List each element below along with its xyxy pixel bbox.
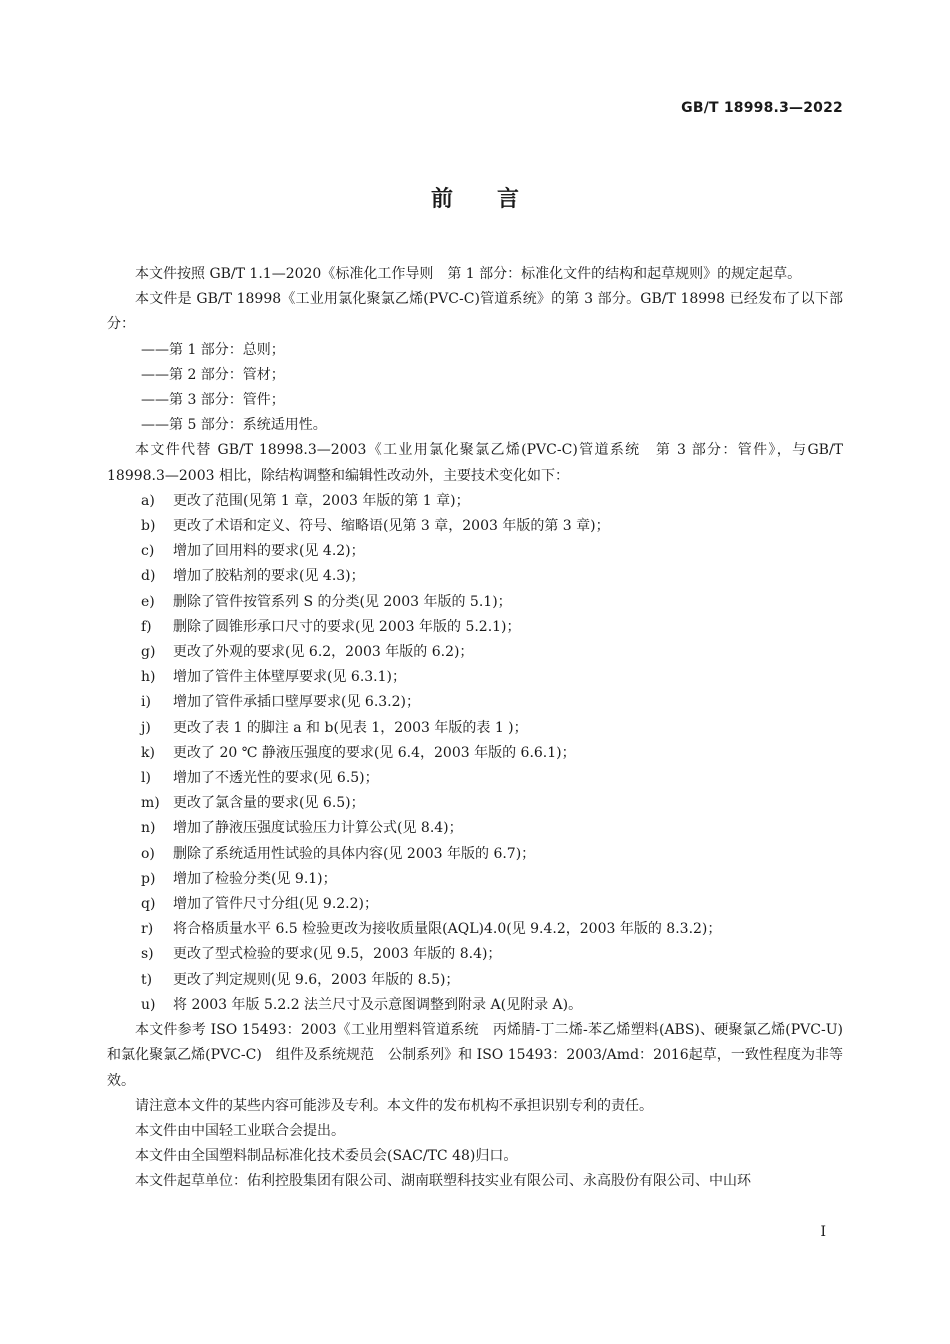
change-marker: m) (141, 795, 160, 812)
change-text: 将合格质量水平 6.5 检验更改为接收质量限(AQL)4.0(见 9.4.2，2003 年版的 8.3.2)； (173, 921, 722, 938)
change-item (107, 539, 843, 564)
page-title: 前 言 (430, 187, 519, 212)
change-text: 增加了检验分类(见 9.1)； (173, 870, 337, 887)
change-marker: g) (141, 644, 156, 661)
change-marker: t) (141, 971, 153, 988)
committee-paragraph: 本文件由全国塑料制品标准化技术委员会(SAC/TC 48)归口。 (135, 1148, 518, 1165)
change-item (107, 917, 843, 942)
change-marker: a) (141, 492, 155, 509)
change-text: 更改了判定规则(见 9.6，2003 年版的 8.5)； (173, 971, 460, 988)
change-text: 增加了不透光性的要求(见 6.5)； (173, 770, 379, 787)
change-item (107, 968, 843, 993)
change-text: 增加了管件尺寸分组(见 9.2.2)； (173, 896, 378, 913)
part-list-item: ——第 2 部分：管材； (141, 366, 285, 383)
change-item (107, 942, 843, 967)
change-item (107, 816, 843, 841)
change-item (107, 640, 843, 665)
change-text: 更改了范围(见第 1 章，2003 年版的第 1 章)； (173, 492, 470, 509)
change-item (107, 615, 843, 640)
change-marker: k) (141, 744, 155, 761)
change-text: 增加了管件主体壁厚要求(见 6.3.1)； (173, 669, 406, 686)
change-marker: l) (141, 770, 151, 787)
proposer-paragraph: 本文件由中国轻工业联合会提出。 (135, 1122, 345, 1139)
drafting-units-paragraph: 本文件起草单位：佑利控股集团有限公司、湖南联塑科技实业有限公司、永高股份有限公司、中山环 (135, 1173, 751, 1190)
part-list-item: ——第 5 部分：系统适用性。 (141, 417, 327, 434)
change-text: 删除了系统适用性试验的具体内容(见 2003 年版的 6.7)； (173, 845, 536, 862)
change-text: 增加了回用料的要求(见 4.2)； (173, 543, 365, 560)
change-text: 更改了 20 ℃ 静液压强度的要求(见 6.4，2003 年版的 6.6.1)； (173, 744, 576, 761)
change-item (107, 716, 843, 741)
change-text: 增加了胶粘剂的要求(见 4.3)； (173, 568, 365, 585)
change-marker: r) (141, 921, 154, 938)
change-marker: p) (141, 870, 156, 887)
change-marker: u) (141, 996, 156, 1013)
part-list-item: ——第 3 部分：管件； (141, 392, 285, 409)
document-body (107, 262, 843, 1195)
change-item (107, 514, 843, 539)
change-marker: b) (141, 518, 156, 535)
replacement-statement: 本文件代替 GB/T 18998.3—2003《工业用氯化聚氯乙烯(PVC-C)管道系统 第 3 部分：管件》，与GB/T 18998.3—2003 相比，除结构调整和编辑性改动外，主要技术变化如下： (107, 442, 843, 484)
change-marker: n) (141, 820, 156, 837)
change-item (107, 489, 843, 514)
change-text: 增加了管件承插口壁厚要求(见 6.3.2)； (173, 694, 420, 711)
page-number: I (820, 1224, 826, 1240)
change-marker: s) (141, 946, 154, 963)
patent-notice: 请注意本文件的某些内容可能涉及专利。本文件的发布机构不承担识别专利的责任。 (135, 1097, 653, 1114)
change-text: 更改了术语和定义、符号、缩略语(见第 3 章，2003 年版的第 3 章)； (173, 518, 610, 535)
intro-paragraph: 本文件是 GB/T 18998《工业用氯化聚氯乙烯(PVC-C)管道系统》的第 3 部分。GB/T 18998 已经发布了以下部分： (107, 291, 843, 333)
change-item (107, 690, 843, 715)
change-item (107, 564, 843, 589)
change-item (107, 993, 843, 1018)
change-text: 增加了静液压强度试验压力计算公式(见 8.4)； (173, 820, 463, 837)
change-marker: h) (141, 669, 156, 686)
change-text: 更改了外观的要求(见 6.2，2003 年版的 6.2)； (173, 644, 474, 661)
change-item (107, 766, 843, 791)
change-marker: i) (141, 694, 151, 711)
change-marker: q) (141, 896, 156, 913)
reference-paragraph: 本文件参考 ISO 15493：2003《工业用塑料管道系统 丙烯腈-丁二烯-苯乙烯塑料(ABS)、硬聚氯乙烯(PVC-U)和氯化聚氯乙烯(PVC-C) 组件及系统规范 公制系列》和 ISO 15493：2003/Amd：2016起草，一致性程度为非等效。 (107, 1022, 843, 1089)
intro-paragraph: 本文件按照 GB/T 1.1—2020《标准化工作导则 第 1 部分：标准化文件的结构和起草规则》的规定起草。 (135, 266, 802, 282)
change-marker: c) (141, 543, 155, 560)
part-list-item: ——第 1 部分：总则； (141, 341, 285, 358)
standard-number: GB/T 18998.3—2022 (681, 100, 843, 116)
change-text: 更改了表 1 的脚注 a 和 b(见表 1，2003 年版的表 1 )； (173, 719, 528, 736)
change-item (107, 842, 843, 867)
change-marker: o) (141, 845, 155, 862)
change-marker: e) (141, 593, 155, 610)
change-marker: d) (141, 568, 156, 585)
change-item (107, 892, 843, 917)
change-text: 删除了管件按管系列 S 的分类(见 2003 年版的 5.1)； (173, 593, 512, 610)
change-marker: f) (141, 618, 152, 635)
change-text: 删除了圆锥形承口尺寸的要求(见 2003 年版的 5.2.1)； (173, 618, 521, 635)
change-item (107, 665, 843, 690)
change-marker: j) (141, 719, 151, 736)
change-text: 将 2003 年版 5.2.2 法兰尺寸及示意图调整到附录 A(见附录 A)。 (173, 996, 583, 1013)
change-text: 更改了氯含量的要求(见 6.5)； (173, 795, 365, 812)
change-item (107, 791, 843, 816)
change-item (107, 590, 843, 615)
change-text: 更改了型式检验的要求(见 9.5，2003 年版的 8.4)； (173, 946, 502, 963)
change-item (107, 867, 843, 892)
change-item (107, 741, 843, 766)
